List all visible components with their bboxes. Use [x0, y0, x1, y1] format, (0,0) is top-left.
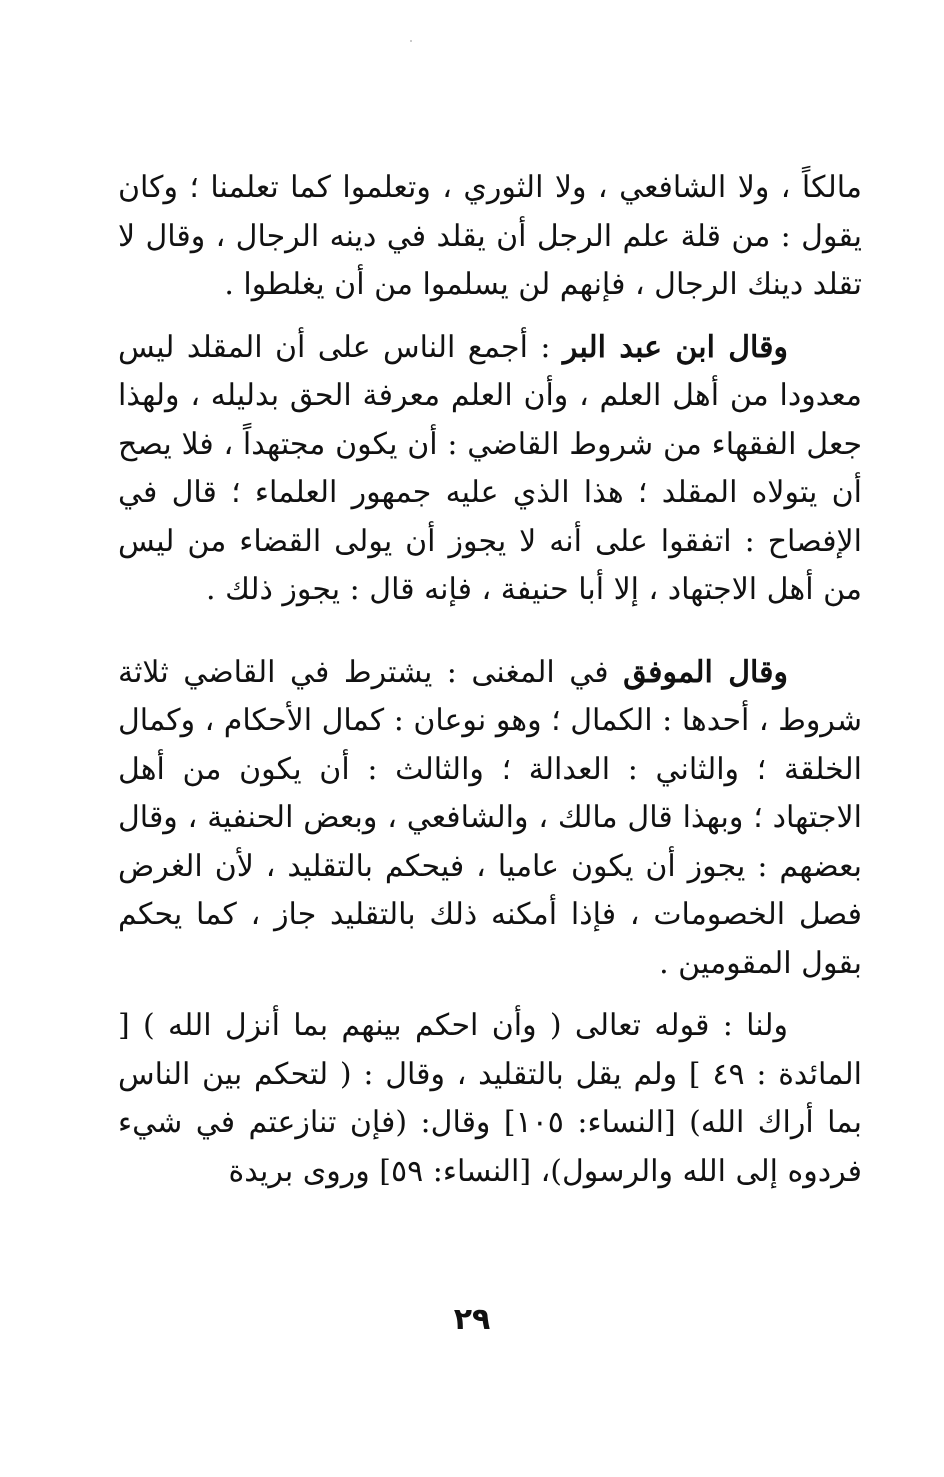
paragraph-3 [118, 649, 862, 989]
paragraph-3-text: في المغنى : يشترط في القاضي ثلاثة شروط ، أحدها : الكمال ؛ وهو نوعان : كمال الأحكام ، وكمال الخلقة ؛ والثاني : العدالة ؛ والثالث : أن يكون من أهل الاجتهاد ؛ وبهذا قال مالك ، والشافعي ، وبعض الحنفية ، وقال بعضهم : يجوز أن يكون عاميا ، فيحكم بالتقليد ، لأن الغرض فصل الخصومات ، فإذا أمكنه ذلك بالتقليد جاز ، كما يحكم بقول المقومين . [118, 654, 862, 981]
page-number: ٢٩ [453, 1302, 491, 1337]
paragraph-1: مالكاً ، ولا الشافعي ، ولا الثوري ، وتعلموا كما تعلمنا ؛ وكان يقول : من قلة علم الرجل أن يقلد في دينه الرجال ، وقال لا تقلد دينك الرجال ، فإنهم لن يسلموا من أن يغلطوا . [118, 170, 862, 302]
paragraph-2-text: : أجمع الناس على أن المقلد ليس معدودا من أهل العلم ، وأن العلم معرفة الحق بدليله ، ولهذا جعل الفقهاء من شروط القاضي : أن يكون مجتهداً ، فلا يصح أن يتولاه المقلد ؛ هذا الذي عليه جمهور العلماء ؛ قال في الإفصاح : اتفقوا على أنه لا يجوز أن يولى القضاء من ليس من أهل الاجتهاد ، إلا أبا حنيفة ، فإنه قال : يجوز ذلك . [118, 329, 862, 607]
paragraph-3-lead: وقال الموفق [623, 654, 789, 690]
page-body [118, 164, 862, 1196]
paragraph-gap [118, 310, 862, 324]
paragraph-gap [118, 988, 862, 1002]
paragraph-2 [118, 324, 862, 615]
paragraph-gap [118, 615, 862, 649]
paragraph-2-lead: وقال ابن عبد البر [562, 329, 788, 365]
scan-speck [410, 40, 412, 42]
paragraph-4: ولنا : قوله تعالى ( وأن احكم بينهم بما أنزل الله ) [ المائدة : ٤٩ ] ولم يقل بالتقليد ، وقال : ( لتحكم بين الناس بما أراك الله) [النساء: ١٠٥] وقال: (فإن تنازعتم في شيء فردوه إلى الله والرسول)، [النساء: ٥٩] وروى بريدة [118, 1008, 862, 1189]
